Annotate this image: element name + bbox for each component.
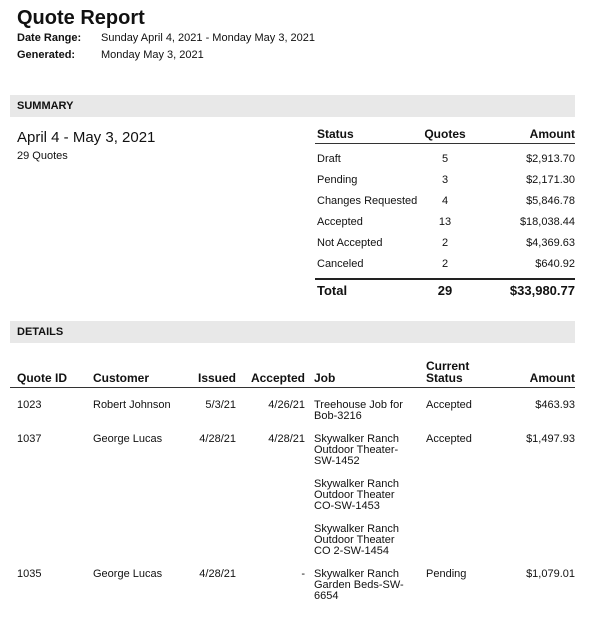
detail-amount: $1,079.01 xyxy=(526,568,575,580)
detail-quote-id: 1037 xyxy=(17,433,42,445)
summary-row-quotes: 13 xyxy=(438,216,452,228)
detail-quote-id: 1035 xyxy=(17,568,42,580)
summary-row-quotes: 3 xyxy=(441,174,449,186)
details-header-quote-id: Quote ID xyxy=(17,371,67,385)
detail-status: Accepted xyxy=(426,433,472,445)
details-section-title: DETAILS xyxy=(17,326,64,338)
details-header-job: Job xyxy=(314,371,336,385)
details-header-accepted: Accepted xyxy=(250,371,305,385)
detail-job-line: Bob-3216 xyxy=(314,410,362,422)
detail-job-line: Outdoor Theater xyxy=(314,489,395,501)
detail-amount: $1,497.93 xyxy=(526,433,575,445)
summary-header-rule xyxy=(315,143,575,144)
detail-quote-id: 1023 xyxy=(17,399,42,411)
summary-quote-count: 29 Quotes xyxy=(17,150,68,162)
summary-row-amount: $640.92 xyxy=(535,258,575,270)
summary-row-quotes: 5 xyxy=(441,153,449,165)
detail-job-line: CO-SW-1453 xyxy=(314,500,380,512)
summary-row-amount: $2,913.70 xyxy=(526,153,575,165)
details-header-customer: Customer xyxy=(93,371,150,385)
details-header-status-line2: Status xyxy=(426,371,463,385)
details-header-issued: Issued xyxy=(197,371,236,385)
detail-status: Pending xyxy=(426,568,467,580)
summary-date-range: April 4 - May 3, 2021 xyxy=(17,129,156,146)
summary-section-bar xyxy=(10,95,575,117)
detail-job-line: Skywalker Ranch xyxy=(314,433,399,445)
summary-row-quotes: 4 xyxy=(441,195,449,207)
detail-job-line: Skywalker Ranch xyxy=(314,568,399,580)
summary-row-quotes: 2 xyxy=(441,258,449,270)
detail-job-line: Outdoor Theater- xyxy=(314,444,399,456)
detail-amount: $463.93 xyxy=(535,399,575,411)
detail-customer: George Lucas xyxy=(93,568,163,580)
summary-row-amount: $5,846.78 xyxy=(526,195,575,207)
detail-issued: 4/28/21 xyxy=(199,568,236,580)
detail-customer: George Lucas xyxy=(93,433,163,445)
summary-row-amount: $2,171.30 xyxy=(526,174,575,186)
summary-total-label: Total xyxy=(317,283,348,298)
summary-total-quotes: 29 xyxy=(437,283,453,298)
details-header-status-line1: Current xyxy=(426,359,470,373)
detail-issued: 4/28/21 xyxy=(199,433,236,445)
summary-row-status: Changes Requested xyxy=(317,195,418,207)
summary-header-quotes: Quotes xyxy=(424,127,466,141)
summary-row-amount: $18,038.44 xyxy=(519,216,575,228)
detail-job-line: Outdoor Theater xyxy=(314,534,395,546)
detail-job-line: SW-1452 xyxy=(314,455,360,467)
details-header-amount: Amount xyxy=(529,371,575,385)
detail-accepted: 4/28/21 xyxy=(268,433,305,445)
details-section-bar xyxy=(10,321,575,343)
detail-issued: 5/3/21 xyxy=(205,399,236,411)
detail-accepted: - xyxy=(301,568,305,580)
detail-job-line: Skywalker Ranch xyxy=(314,478,399,490)
summary-header-status: Status xyxy=(317,127,354,141)
detail-job-line: CO 2-SW-1454 xyxy=(314,545,389,557)
generated-value: Monday May 3, 2021 xyxy=(101,49,204,61)
detail-status: Accepted xyxy=(426,399,472,411)
summary-row-quotes: 2 xyxy=(441,237,449,249)
detail-job-line: 6654 xyxy=(314,590,339,602)
summary-total-amount: $33,980.77 xyxy=(509,283,575,298)
summary-header-amount: Amount xyxy=(529,127,575,141)
date-range-label: Date Range: xyxy=(17,32,82,44)
summary-row-status: Pending xyxy=(317,174,358,186)
detail-customer: Robert Johnson xyxy=(93,399,171,411)
detail-job-line: Skywalker Ranch xyxy=(314,523,399,535)
detail-accepted: 4/26/21 xyxy=(268,399,305,411)
details-header-rule xyxy=(10,387,575,388)
detail-job-line: Treehouse Job for xyxy=(314,399,403,411)
detail-job-line: Garden Beds-SW- xyxy=(314,579,404,591)
report-title: Quote Report xyxy=(17,7,145,29)
summary-row-status: Draft xyxy=(317,153,341,165)
summary-row-status: Not Accepted xyxy=(317,237,383,249)
generated-label: Generated: xyxy=(17,49,76,61)
summary-row-status: Canceled xyxy=(317,258,364,270)
summary-row-status: Accepted xyxy=(317,216,363,228)
summary-row-amount: $4,369.63 xyxy=(526,237,575,249)
summary-section-title: SUMMARY xyxy=(17,100,74,112)
summary-total-rule xyxy=(315,278,575,280)
date-range-value: Sunday April 4, 2021 - Monday May 3, 2021 xyxy=(101,32,316,44)
details-header-status xyxy=(426,360,469,384)
